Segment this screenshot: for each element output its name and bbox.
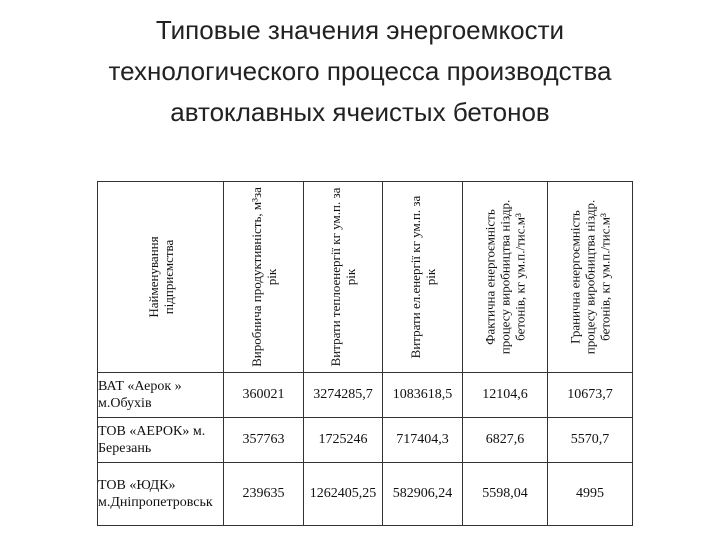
header-electric-energy: Витрати ел.енергії кг ум.п. за рік xyxy=(407,195,438,359)
row-actual-intensity: 5598,04 xyxy=(463,463,548,526)
header-heat-energy: Витрати теплоенергії кг ум.п. за рік xyxy=(328,187,358,367)
header-cell-capacity xyxy=(224,182,304,373)
header-limit-intensity: Гранична енергоємність процесу виробництва ніздр. бетонів, кг ум.п./тис.м³ xyxy=(567,199,613,355)
row-limit-intensity: 10673,7 xyxy=(548,373,633,418)
slide-title xyxy=(20,10,700,133)
row-actual-intensity: 12104,6 xyxy=(463,373,548,418)
title-line-1: Типовые значения энергоемкости xyxy=(155,15,565,45)
table-row xyxy=(98,463,633,526)
row-enterprise-name: ВАТ «Аерок » м.Обухів xyxy=(98,373,224,418)
header-cell-enterprise xyxy=(98,182,224,373)
title-line-2: технологического процесса производства xyxy=(108,56,612,86)
row-limit-intensity: 5570,7 xyxy=(548,418,633,463)
row-enterprise-name: ТОВ «ЮДК» м.Дніпропетровськ xyxy=(98,463,224,526)
row-heat: 1725246 xyxy=(304,418,383,463)
row-heat: 3274285,7 xyxy=(304,373,383,418)
title-line-3: автоклавных ячеистых бетонов xyxy=(170,97,550,127)
header-cell-heat xyxy=(304,182,383,373)
row-limit-intensity: 4995 xyxy=(548,463,633,526)
table-row xyxy=(98,373,633,418)
table-row xyxy=(98,418,633,463)
row-enterprise-name: ТОВ «АЕРОК» м. Березань xyxy=(98,418,224,463)
header-capacity: Виробнича продуктивність, м³за рік xyxy=(248,187,279,367)
row-electricity: 717404,3 xyxy=(383,418,463,463)
row-electricity: 582906,24 xyxy=(383,463,463,526)
header-cell-actual xyxy=(463,182,548,373)
row-capacity: 357763 xyxy=(224,418,304,463)
header-actual-intensity: Фактична енергоємність процесу виробництва ніздр. бетонів, кг ум.п./тис.м³ xyxy=(482,199,528,355)
header-cell-electricity xyxy=(383,182,463,373)
header-cell-limit xyxy=(548,182,633,373)
row-capacity: 239635 xyxy=(224,463,304,526)
row-actual-intensity: 6827,6 xyxy=(463,418,548,463)
table-header-row xyxy=(98,182,633,373)
energy-intensity-table xyxy=(97,181,633,526)
row-capacity: 360021 xyxy=(224,373,304,418)
row-heat: 1262405,25 xyxy=(304,463,383,526)
header-enterprise: Найменування підприємства xyxy=(145,236,176,318)
row-electricity: 1083618,5 xyxy=(383,373,463,418)
